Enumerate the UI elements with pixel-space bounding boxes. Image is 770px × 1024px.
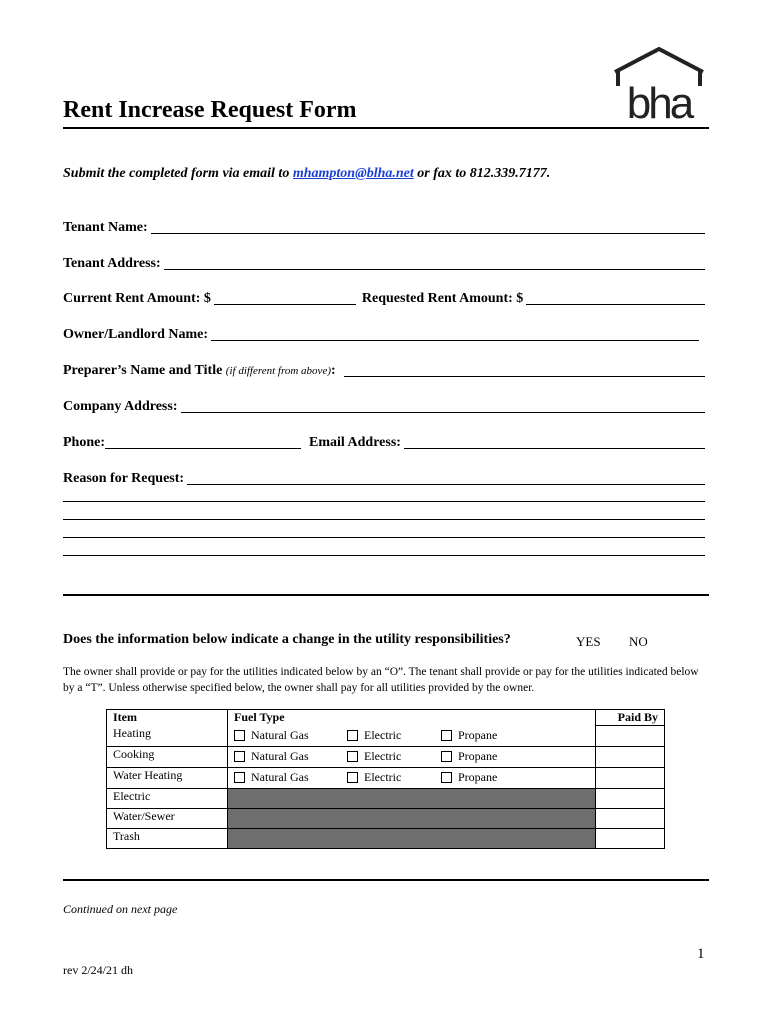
revision-note: rev 2/24/21 dh [63,963,133,977]
page-title: Rent Increase Request Form [63,97,357,123]
electric-checkbox[interactable] [347,749,441,764]
tenant-name-input[interactable] [151,233,705,234]
requested-rent-label: Requested Rent Amount: $ [361,291,524,306]
tenant-name-label: Tenant Name: [63,220,148,235]
reason-line[interactable] [63,501,705,502]
checkbox-icon [234,730,245,741]
no-option[interactable]: NO [629,634,648,649]
utility-table [106,709,665,849]
natural-gas-label: Natural Gas [251,749,309,763]
propane-checkbox[interactable] [441,749,497,764]
electric-label: Electric [364,770,402,784]
paid-by-cooking[interactable] [596,746,665,767]
item-water-heating: Water Heating [107,767,228,788]
owner-landlord-input[interactable] [211,340,699,341]
reason-line[interactable] [63,555,705,556]
submit-instructions [63,166,550,182]
paid-by-header: Paid By [596,710,665,726]
reason-row [63,469,705,487]
preparer-label [63,363,336,379]
item-header: Item [107,710,228,726]
preparer-note: (if different from above) [225,365,331,377]
current-rent-label: Current Rent Amount: $ [63,291,211,306]
preparer-colon: : [330,363,336,378]
preparer-row [63,361,705,379]
fuel-shaded-cell [228,828,596,848]
company-address-row [63,397,705,415]
company-address-label: Company Address: [63,399,178,414]
paid-by-trash[interactable] [596,828,665,848]
reason-input[interactable] [187,484,705,485]
table-row [107,788,665,808]
propane-checkbox[interactable] [441,770,497,785]
fuel-options-water-heating [228,767,596,788]
logo-text: bha [626,79,692,122]
item-water-sewer: Water/Sewer [107,808,228,828]
checkbox-icon [234,751,245,762]
checkbox-icon [441,730,452,741]
table-row [107,828,665,848]
table-row [107,726,665,747]
propane-checkbox[interactable] [441,728,497,743]
current-rent-input[interactable] [214,304,356,305]
footer-divider [63,879,709,881]
checkbox-icon [347,751,358,762]
phone-input[interactable] [105,448,301,449]
submit-prefix: Submit the completed form via email to [63,166,293,181]
fuel-type-header: Fuel Type [228,710,596,726]
paid-by-heating[interactable] [596,726,665,747]
utility-instructions: The owner shall provide or pay for the utilities indicated below by an “O”. The tenant shall provide or pay for the utilities indicated below by a “T”. Unless otherwise specified below, the owner shall pay for all utilities provided by the owner. [63,666,699,694]
item-trash: Trash [107,828,228,848]
propane-label: Propane [458,728,498,742]
company-address-input[interactable] [181,412,706,413]
bha-logo [612,46,706,122]
checkbox-icon [441,751,452,762]
preparer-input[interactable] [344,376,705,377]
electric-checkbox[interactable] [347,770,441,785]
paid-by-water-sewer[interactable] [596,808,665,828]
table-row [107,767,665,788]
natural-gas-checkbox[interactable] [234,770,347,785]
title-divider [63,127,709,129]
table-row [107,808,665,828]
natural-gas-checkbox[interactable] [234,728,347,743]
tenant-address-row [63,254,705,272]
paid-by-water-heating[interactable] [596,767,665,788]
reason-label: Reason for Request: [63,471,185,486]
requested-rent-input[interactable] [526,304,705,305]
natural-gas-checkbox[interactable] [234,749,347,764]
continued-note: Continued on next page [63,902,178,916]
tenant-address-input[interactable] [164,269,705,270]
owner-landlord-row [63,325,699,343]
electric-label: Electric [364,749,402,763]
rent-amount-row [63,289,705,307]
fuel-shaded-cell [228,808,596,828]
reason-line[interactable] [63,519,705,520]
fuel-options-heating [228,726,596,747]
utility-question: Does the information below indicate a change in the utility responsibilities? [63,632,511,647]
item-electric: Electric [107,788,228,808]
table-row [107,746,665,767]
natural-gas-label: Natural Gas [251,728,309,742]
section-divider [63,594,709,596]
reason-line[interactable] [63,537,705,538]
yes-option[interactable]: YES [576,634,601,649]
paid-by-electric[interactable] [596,788,665,808]
email-link[interactable]: mhampton@blha.net [292,166,414,181]
propane-label: Propane [458,770,498,784]
preparer-label-text: Preparer’s Name and Title [63,363,223,378]
fuel-shaded-cell [228,788,596,808]
phone-email-row [63,433,705,451]
email-address-label: Email Address: [309,435,401,450]
email-address-input[interactable] [404,448,705,449]
item-heating: Heating [107,726,228,747]
utility-table-header [107,710,665,726]
checkbox-icon [347,772,358,783]
electric-label: Electric [364,728,402,742]
natural-gas-label: Natural Gas [251,770,309,784]
submit-suffix: or fax to 812.339.7177. [413,166,551,181]
electric-checkbox[interactable] [347,728,441,743]
owner-landlord-label: Owner/Landlord Name: [63,327,209,342]
item-cooking: Cooking [107,746,228,767]
checkbox-icon [347,730,358,741]
tenant-name-row [63,218,705,236]
page-number: 1 [697,946,705,962]
phone-label: Phone: [63,435,105,450]
checkbox-icon [234,772,245,783]
fuel-options-cooking [228,746,596,767]
propane-label: Propane [458,749,498,763]
tenant-address-label: Tenant Address: [63,256,161,271]
checkbox-icon [441,772,452,783]
